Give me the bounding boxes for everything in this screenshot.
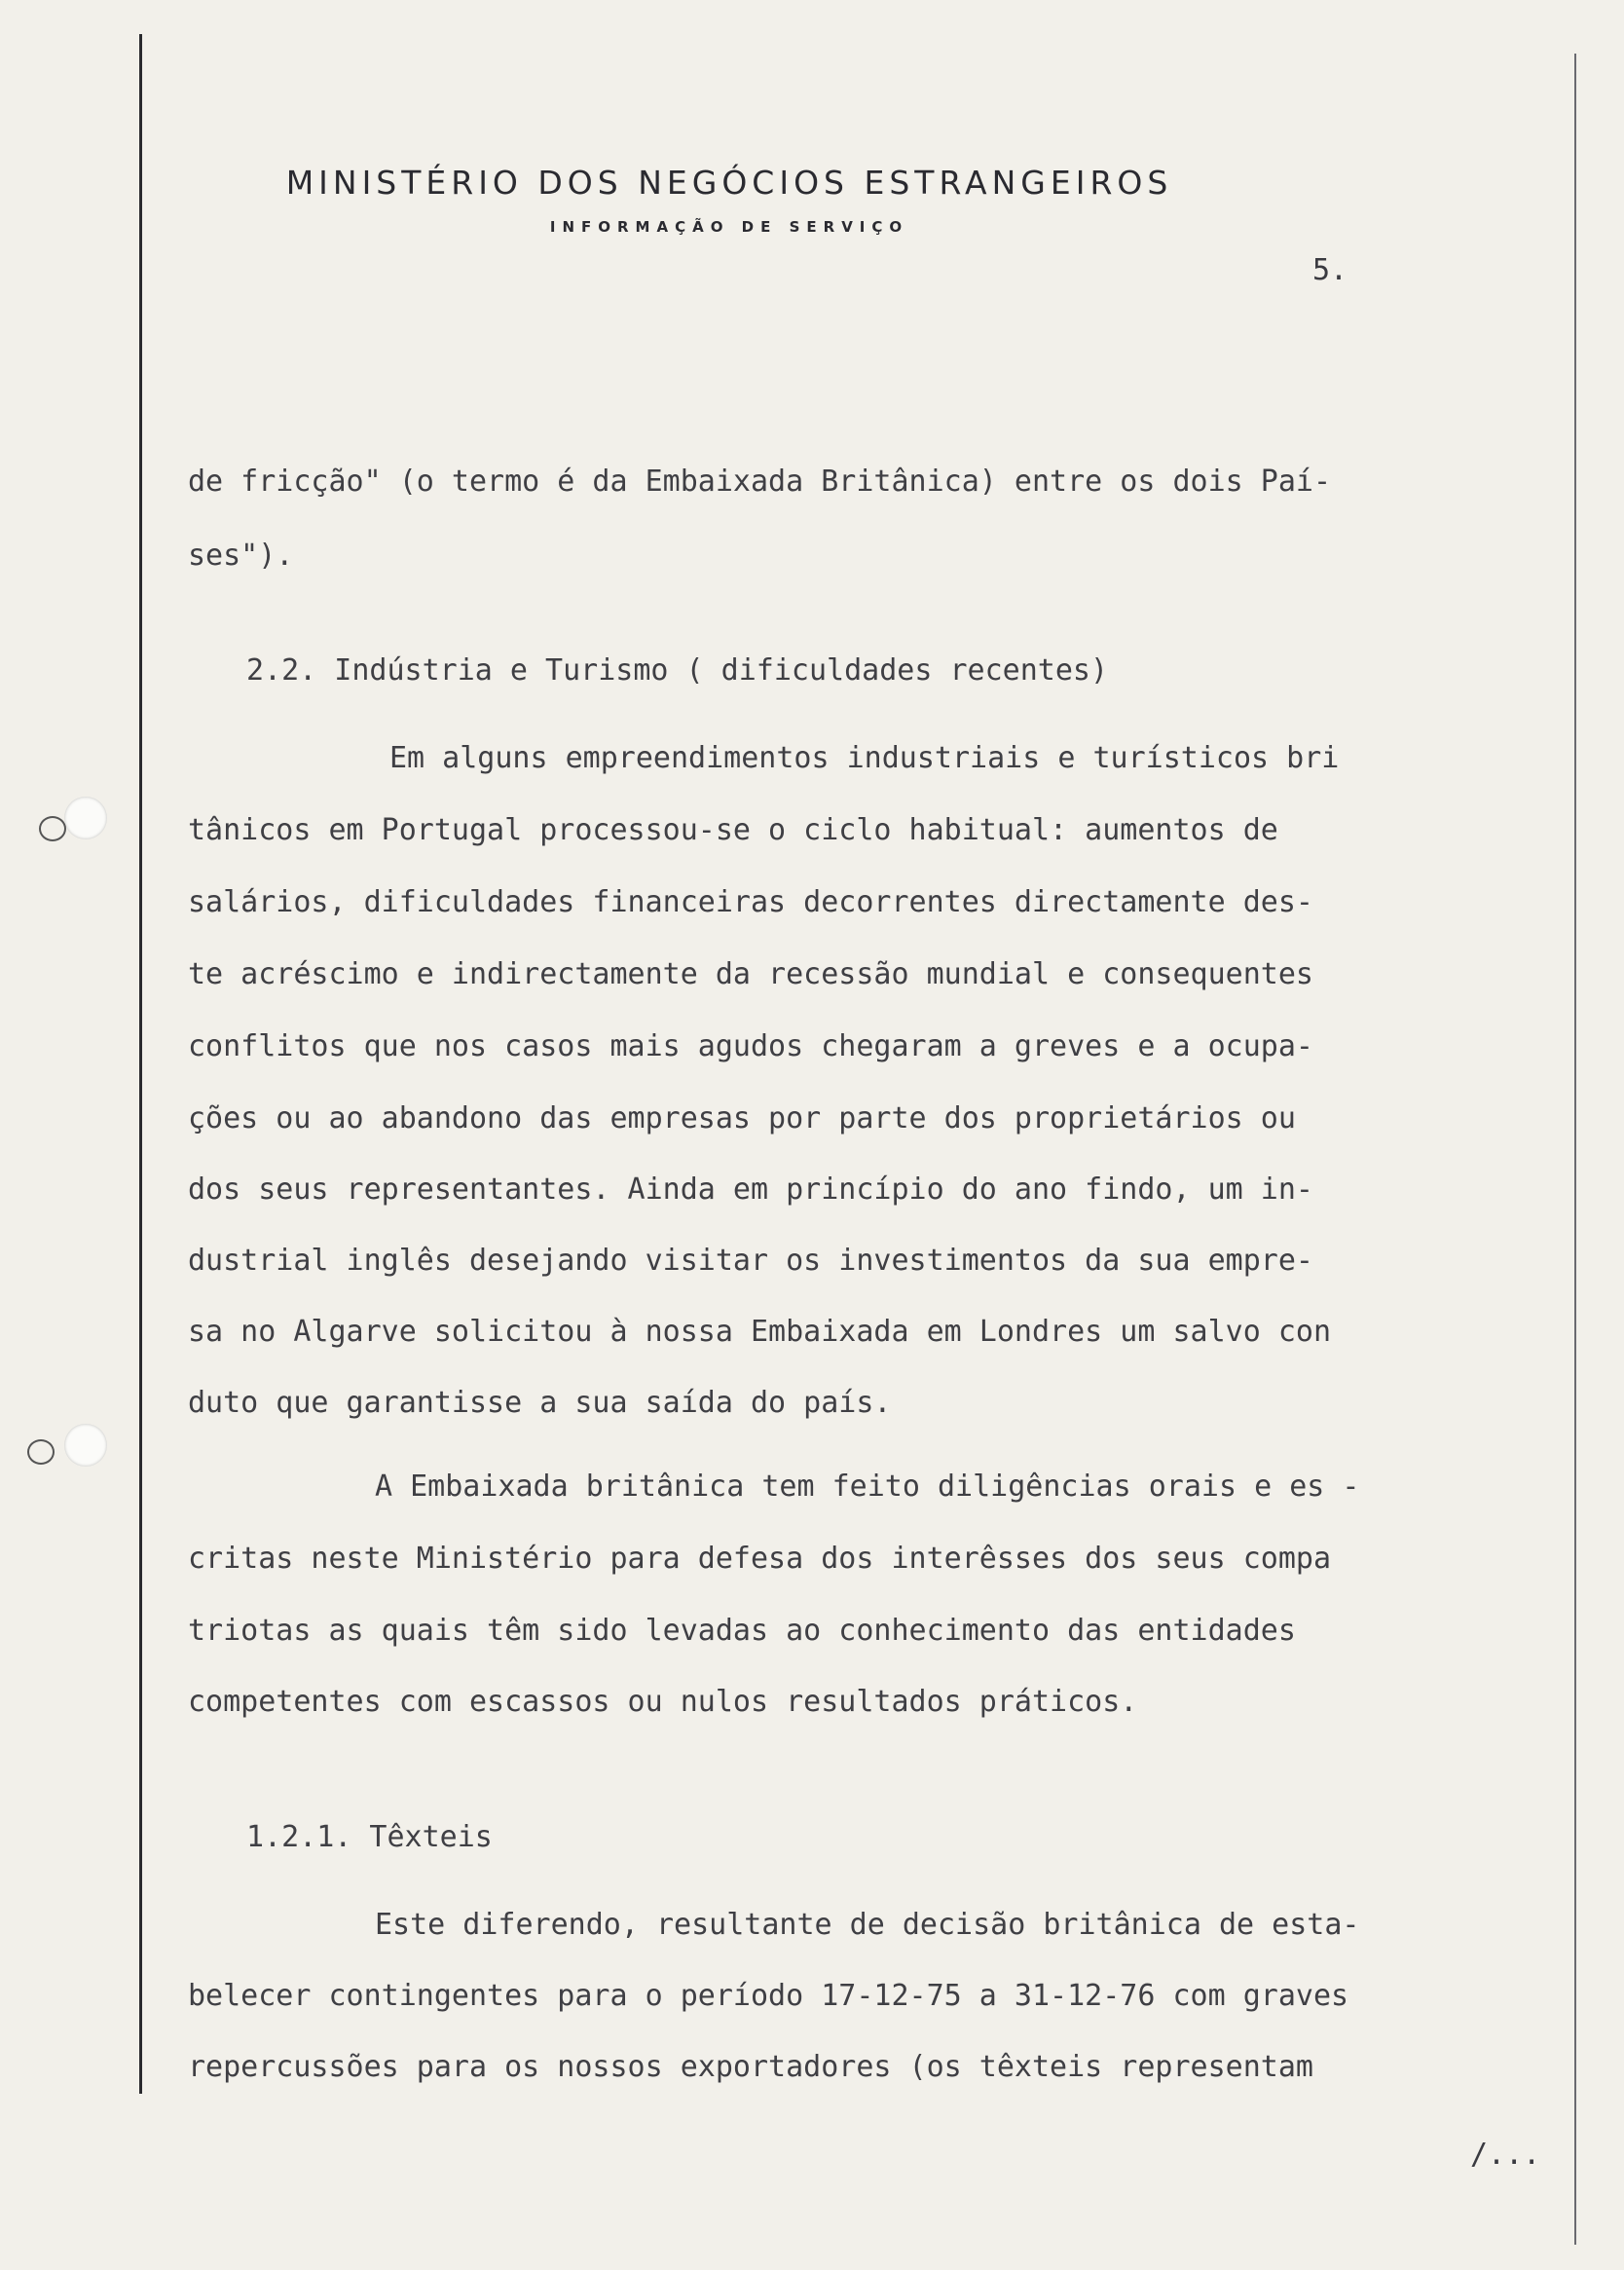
body-line: A Embaixada britânica tem feito diligências orais e es - — [375, 1470, 1360, 1504]
body-line: conflitos que nos casos mais agudos chegaram a greves e a ocupa- — [188, 1029, 1313, 1063]
punch-hole-top — [64, 797, 107, 839]
body-line: de fricção" (o termo é da Embaixada Britânica) entre os dois Paí- — [188, 465, 1331, 499]
page-number: 5. — [1312, 253, 1348, 287]
body-line: tânicos em Portugal processou-se o ciclo habitual: aumentos de — [188, 813, 1278, 847]
body-line: belecer contingentes para o período 17-12-75 a 31-12-76 com graves — [188, 1979, 1349, 2013]
letterhead-title: MINISTÉRIO DOS NEGÓCIOS ESTRANGEIROS — [285, 164, 1173, 202]
body-line: ções ou ao abandono das empresas por parte dos proprietários ou — [188, 1101, 1296, 1135]
section-heading: 2.2. Indústria e Turismo ( dificuldades recentes) — [246, 653, 1109, 688]
body-line: duto que garantisse a sua saída do país. — [188, 1386, 892, 1420]
punch-hole-bottom — [64, 1424, 107, 1467]
punch-hole-mark-bottom — [27, 1439, 55, 1465]
body-line: Este diferendo, resultante de decisão britânica de esta- — [375, 1908, 1360, 1942]
punch-hole-mark-top — [39, 816, 66, 841]
body-line: repercussões para os nossos exportadores (os têxteis representam — [188, 2050, 1313, 2084]
body-line: dustrial inglês desejando visitar os investimentos da sua empre- — [188, 1244, 1313, 1278]
body-line: dos seus representantes. Ainda em princípio do ano findo, um in- — [188, 1172, 1313, 1207]
body-line: salários, dificuldades financeiras decorrentes directamente des- — [188, 885, 1313, 919]
body-line: ses"). — [188, 539, 294, 573]
body-line: triotas as quais têm sido levadas ao conhecimento das entidades — [188, 1614, 1296, 1648]
body-line: competentes com escassos ou nulos resultados práticos. — [188, 1685, 1138, 1719]
left-margin-rule — [139, 34, 142, 2094]
continuation-mark: /... — [1470, 2138, 1541, 2172]
body-line: sa no Algarve solicitou à nossa Embaixada em Londres um salvo con — [188, 1315, 1331, 1349]
body-line: te acréscimo e indirectamente da recessão mundial e consequentes — [188, 957, 1313, 991]
right-margin-rule — [1574, 54, 1576, 2245]
body-line: critas neste Ministério para defesa dos interêsses dos seus compa — [188, 1542, 1331, 1576]
letterhead-subtitle: INFORMAÇÃO DE SERVIÇO — [549, 218, 909, 236]
section-heading: 1.2.1. Têxteis — [246, 1820, 493, 1854]
body-line: Em alguns empreendimentos industriais e turísticos bri — [389, 741, 1340, 775]
